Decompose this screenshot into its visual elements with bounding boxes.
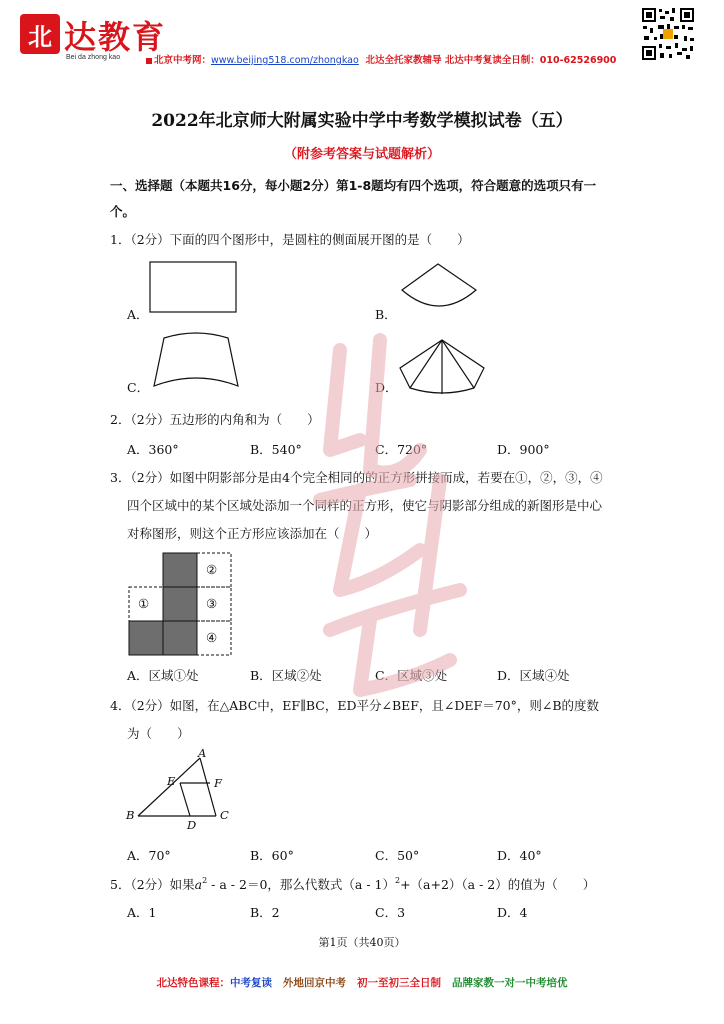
- brand-logo-text: 达教育: [64, 18, 167, 56]
- q4-point-a: A: [198, 746, 207, 760]
- section-instruction-line2: 个。: [110, 204, 136, 219]
- footer-ad-label: 北达特色课程：: [156, 977, 231, 989]
- question-4-line1: 4．（2分）如图，在△ABC中，EF∥BC，ED平分∠BEF，且∠DEF＝70°，则∠B的度数: [110, 698, 600, 713]
- q4-point-b: B: [126, 808, 135, 822]
- question-1-stem: 1．（2分）下面的四个图形中，是圆柱的侧面展开图的是（ ）: [110, 232, 470, 247]
- q3-region-3-label: ③: [206, 596, 218, 611]
- footer-advert: [0, 975, 724, 990]
- q4-triangle-figure: [124, 746, 236, 836]
- footer-ad-item-1[interactable]: 中考复读: [230, 977, 273, 989]
- q1-option-b-label[interactable]: B．: [375, 307, 397, 322]
- q4-point-c: C: [220, 808, 229, 822]
- header-slogan: 北达全托家教辅导 北达中考复读全日制：010-62526900: [365, 55, 617, 66]
- brand-logo-icon: 北: [20, 14, 60, 54]
- q5-option-a[interactable]: A．1: [127, 905, 157, 920]
- q5-stem-middle: - a - 2＝0，那么代数式（a - 1）: [207, 877, 395, 892]
- qr-code-icon: [640, 6, 696, 62]
- q2-option-d[interactable]: D．900°: [497, 442, 550, 457]
- q1-option-a-rectangle-figure: [148, 260, 238, 316]
- question-5-stem: [110, 875, 595, 893]
- question-2-stem: 2．（2分）五边形的内角和为（ ）: [110, 412, 320, 427]
- q3-grid-figure: [128, 552, 232, 656]
- q4-point-e: E: [167, 774, 176, 788]
- q3-option-c[interactable]: C．区域③处: [375, 668, 448, 683]
- q2-option-b[interactable]: B．540°: [250, 442, 302, 457]
- q4-point-d: D: [187, 818, 197, 832]
- question-3-line2: 四个区域中的某个区域处添加一个同样的正方形，使它与阴影部分组成的新图形是中心: [127, 498, 603, 513]
- q1-option-c-label[interactable]: C．: [127, 380, 150, 395]
- page-title: 2022年北京师大附属实验中学中考数学模拟试卷（五）: [151, 111, 573, 131]
- q1-option-c-annulus-sector-figure: [148, 330, 244, 392]
- q4-triangle-shapes: [124, 750, 236, 836]
- q5-option-d[interactable]: D．4: [497, 905, 528, 920]
- q5-exponent-2: 2: [394, 876, 401, 885]
- q5-option-c[interactable]: C．3: [375, 905, 406, 920]
- header-info-line: [146, 52, 616, 66]
- site-link[interactable]: www.beijing518.com/zhongkao: [211, 55, 359, 66]
- q5-stem-tail: +（a+2）（a - 2）的值为（ ）: [400, 877, 596, 892]
- q1-option-d-label[interactable]: D．: [375, 380, 398, 395]
- footer-ad-item-3[interactable]: 初一至初三全日制: [356, 977, 441, 989]
- q2-option-a[interactable]: A．360°: [127, 442, 179, 457]
- q1-option-b-sector-figure: [396, 262, 482, 320]
- q3-region-1-label: ①: [138, 596, 150, 611]
- q4-option-a[interactable]: A．70°: [127, 848, 171, 863]
- page-number: 第1页（共40页）: [318, 936, 406, 949]
- q3-option-b[interactable]: B．区域②处: [250, 668, 322, 683]
- site-label: 北京中考网：: [154, 55, 212, 66]
- q5-exponent: 2: [202, 876, 208, 885]
- q3-option-d[interactable]: D．区域④处: [497, 668, 570, 683]
- q5-var-a: a: [194, 877, 203, 892]
- q1-option-d-pyramid-net-figure: [394, 336, 490, 398]
- q3-option-a[interactable]: A．区域①处: [127, 668, 199, 683]
- q3-region-4-label: ④: [206, 630, 218, 645]
- q4-option-d[interactable]: D．40°: [497, 848, 542, 863]
- section-instruction-line1: 一、选择题（本题共16分，每小题2分）第1-8题均有四个选项，符合题意的选项只有一: [110, 178, 597, 193]
- q4-option-c[interactable]: C．50°: [375, 848, 420, 863]
- page-subtitle: （附参考答案与试题解析）: [283, 147, 440, 162]
- footer-ad-item-2[interactable]: 外地回京中考: [283, 977, 347, 989]
- question-3-line1: 3．（2分）如图中阴影部分是由4个完全相同的的正方形拼接而成，若要在①，②，③，④: [110, 470, 603, 485]
- brand-logo-subtitle: Bei da zhong kao: [66, 54, 121, 61]
- question-4-line2: 为（ ）: [127, 726, 190, 741]
- q5-stem-prefix: 5．（2分）如果: [110, 877, 195, 892]
- q5-option-b[interactable]: B．2: [250, 905, 280, 920]
- footer-ad-item-4[interactable]: 品牌家教一对一中考培优: [451, 977, 568, 989]
- q3-region-2-label: ②: [206, 562, 218, 577]
- question-3-line3: 对称图形，则这个正方形应该添加在（ ）: [127, 526, 378, 541]
- q4-point-f: F: [214, 776, 222, 790]
- q1-option-a-label[interactable]: A．: [127, 307, 149, 322]
- q2-option-c[interactable]: C．720°: [375, 442, 428, 457]
- square-bullet-icon: [146, 58, 152, 64]
- q4-option-b[interactable]: B．60°: [250, 848, 294, 863]
